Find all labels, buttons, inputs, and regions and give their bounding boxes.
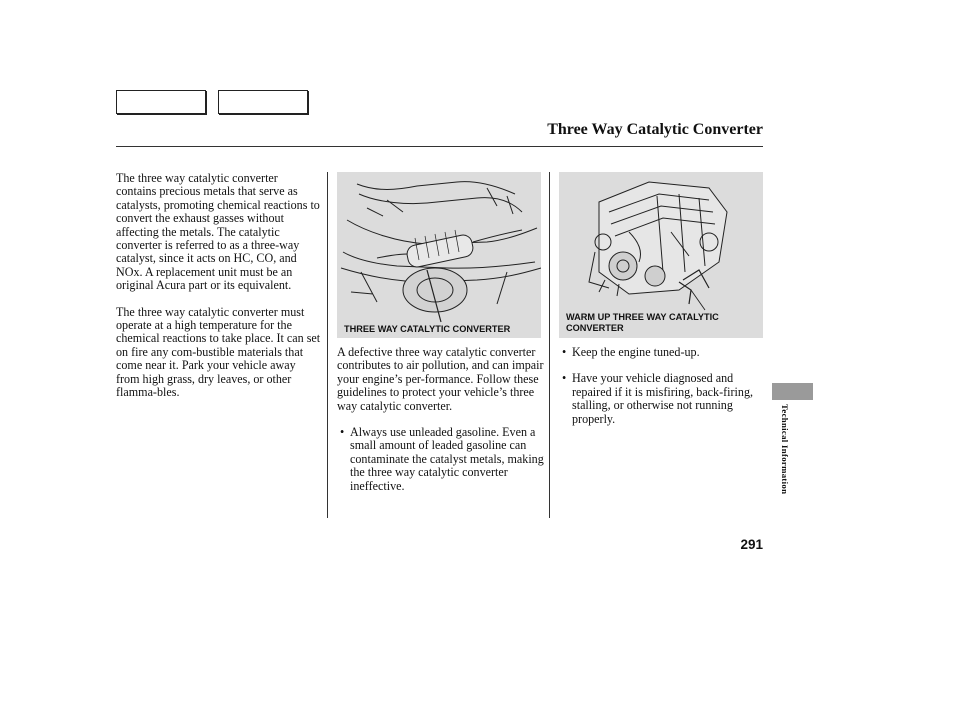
- catalytic-converter-illustration: [337, 172, 541, 338]
- catalytic-converter-caption: THREE WAY CATALYTIC CONVERTER: [344, 324, 511, 334]
- temperature-paragraph: The three way catalytic converter must operate at a high temperature for the chemical reactions to take place. It can set on fire any com-bustible materials that come near it. Park your vehicle away from high grass, dry leaves, or other flamma-bles.: [116, 304, 321, 400]
- column-middle: [337, 346, 544, 493]
- defective-converter-paragraph: A defective three way catalytic converter contributes to air pollution, and can impair your engine’s per-formance. Follow these guidelines to protect your vehicle’s three way catalytic converter.: [337, 345, 544, 413]
- nav-box-2[interactable]: [218, 90, 308, 114]
- bullet-diagnose-repair: • Have your vehicle diagnosed and repaired if it is misfiring, back-firing, stalling, or otherwise not running properly.: [562, 372, 762, 426]
- engine-figure: [559, 172, 763, 338]
- catalytic-converter-figure: [337, 172, 541, 338]
- bullet-unleaded-gasoline: • Always use unleaded gasoline. Even a small amount of leaded gasoline can contaminate the catalyst metals, making the three way catalytic converter ineffective.: [340, 426, 544, 493]
- section-tab-label: Technical Information: [780, 404, 790, 495]
- column-divider: [549, 172, 550, 518]
- column-divider: [327, 172, 328, 518]
- intro-paragraph: The three way catalytic converter contains precious metals that serve as catalysts, promoting chemical reactions to convert the exhaust gasses without affecting the metals. The catalytic converter is referred to as a three-way catalyst, since it acts on HC, CO, and NOx. A replacement unit must be an original Acura part or its equivalent.: [116, 171, 320, 293]
- column-left: [116, 172, 321, 400]
- nav-box-1[interactable]: [116, 90, 206, 114]
- section-tab[interactable]: [772, 383, 813, 400]
- column-right: [562, 346, 762, 426]
- engine-caption: WARM UP THREE WAY CATALYTIC CONVERTER: [566, 312, 719, 333]
- page-number: 291: [740, 537, 763, 552]
- bullet-engine-tuned: • Keep the engine tuned-up.: [562, 346, 762, 359]
- page-title: Three Way Catalytic Converter: [547, 121, 763, 138]
- title-rule: [116, 146, 763, 147]
